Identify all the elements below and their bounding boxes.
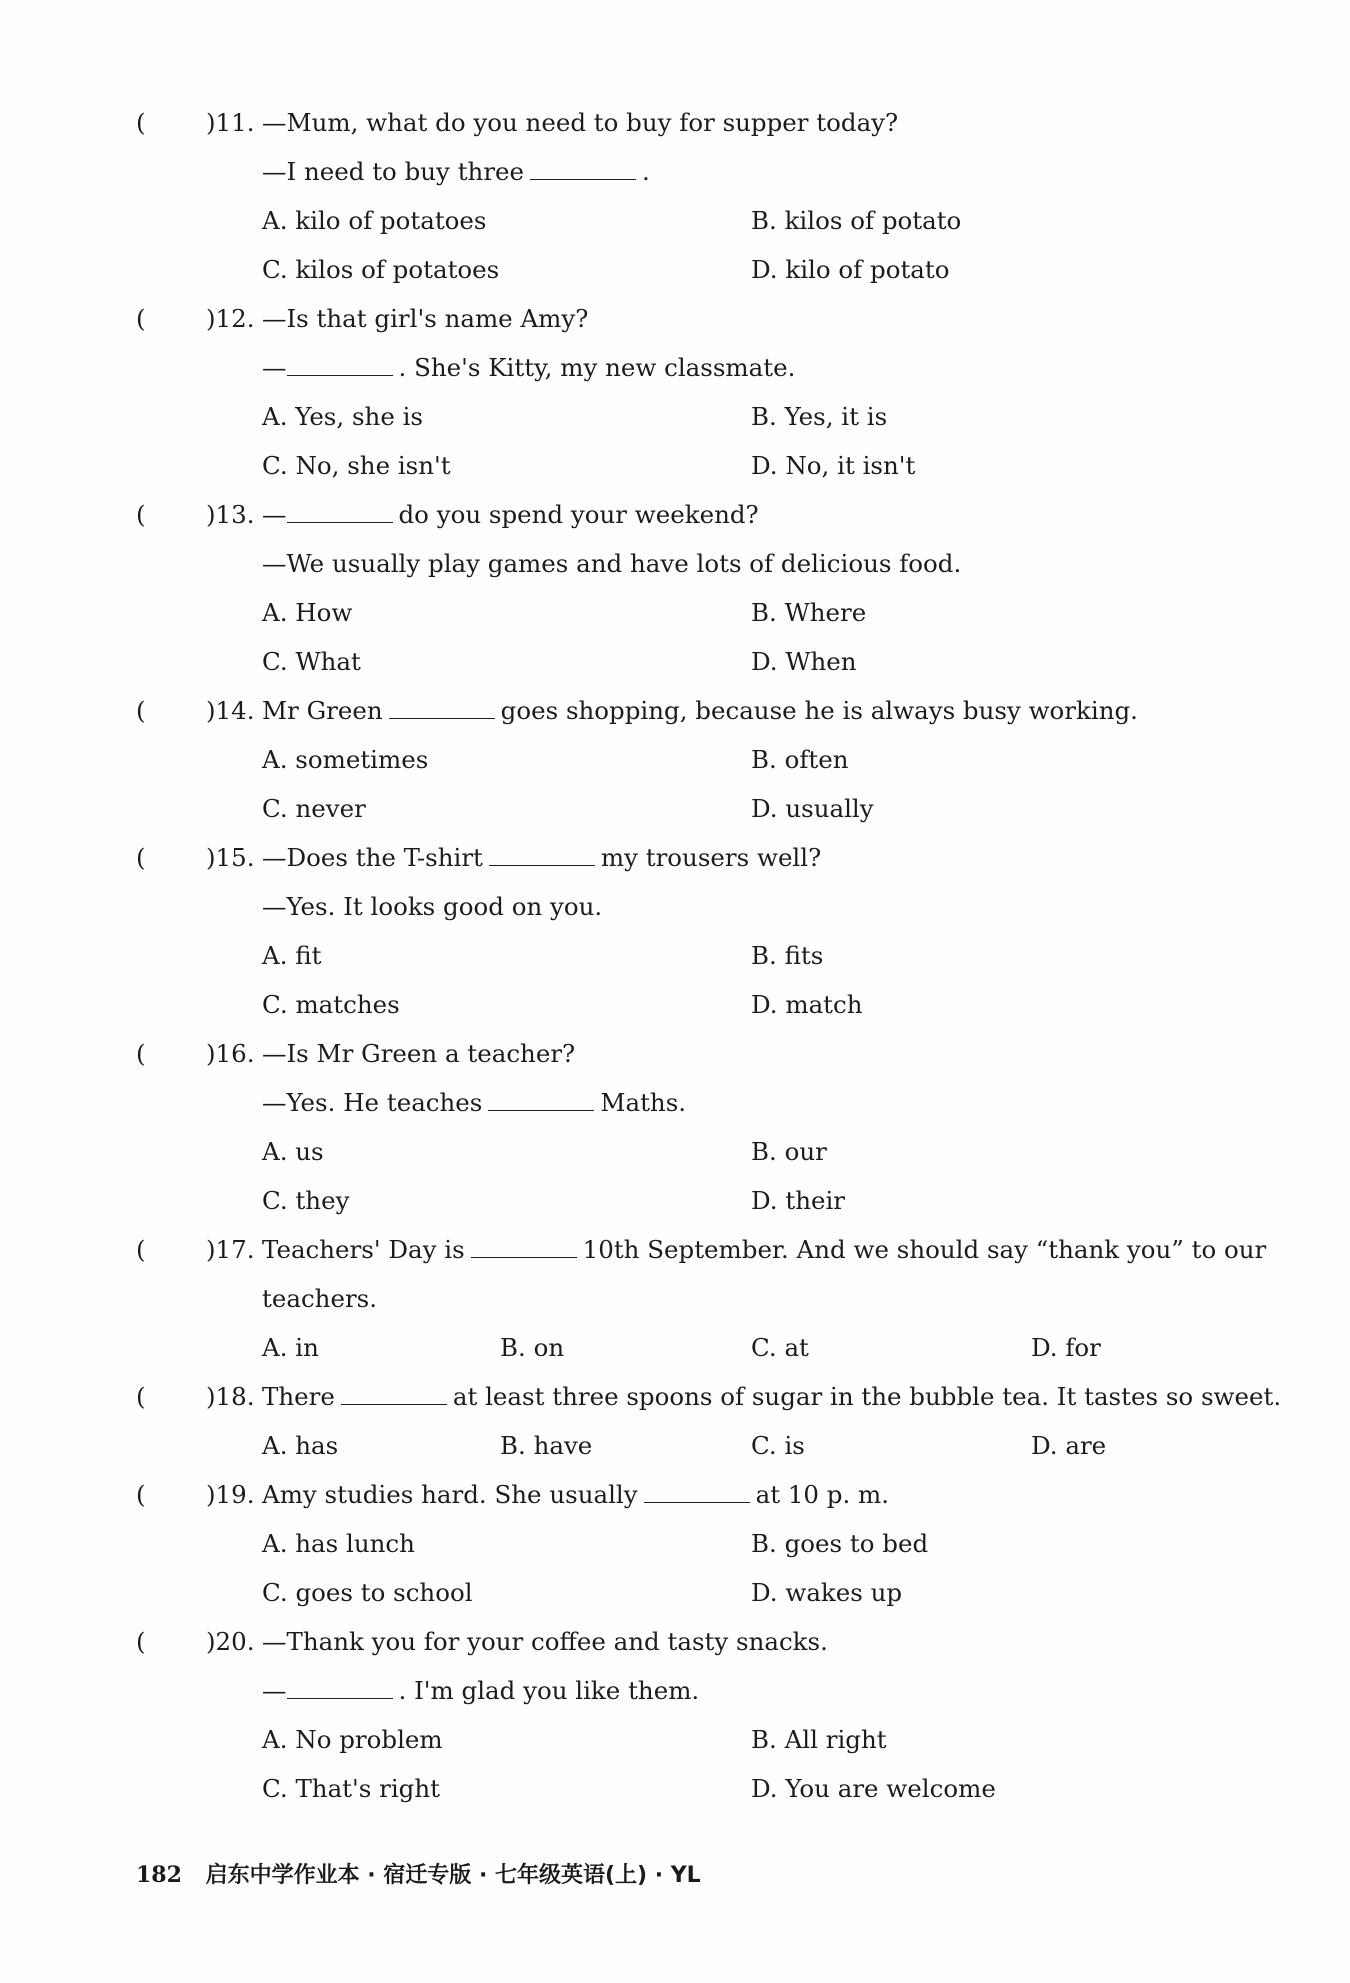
option-c: C. No, she isn't <box>262 451 451 480</box>
answer-blank <box>530 157 636 180</box>
question-15 <box>0 833 1350 1029</box>
question-stem <box>0 1225 1350 1274</box>
question-stem <box>0 490 1350 539</box>
page-footer <box>136 1858 701 1889</box>
question-stem <box>0 1029 1350 1078</box>
answer-blank <box>287 353 393 376</box>
text-segment: do you spend your weekend? <box>398 500 759 529</box>
text-segment: teachers. <box>262 1284 378 1313</box>
option-d: D. wakes up <box>751 1578 903 1607</box>
text-segment: Teachers' Day is <box>262 1235 465 1264</box>
text-segment: —Does the T-shirt <box>262 843 483 872</box>
options-row <box>0 588 1350 637</box>
question-stem <box>0 833 1350 882</box>
option-d: D. When <box>751 647 857 676</box>
option-b: B. our <box>751 1137 827 1166</box>
question-text <box>262 882 602 931</box>
answer-bracket: ( <box>136 843 146 872</box>
text-segment: Amy studies hard. She usually <box>262 1480 638 1509</box>
question-line <box>0 343 1350 392</box>
text-segment: goes shopping, because he is always busy working. <box>500 696 1138 725</box>
option-b: B. kilos of potato <box>751 206 962 235</box>
question-text <box>262 1078 686 1127</box>
option-d: D. match <box>751 990 863 1019</box>
options-row <box>0 196 1350 245</box>
text-segment: . I'm glad you like them. <box>398 1676 700 1705</box>
question-13 <box>0 490 1350 686</box>
text-segment: There <box>262 1382 335 1411</box>
option-c: C. What <box>262 647 361 676</box>
option-a: A. has lunch <box>262 1529 415 1558</box>
option-a: A. kilo of potatoes <box>262 206 487 235</box>
option-b: B. Where <box>751 598 867 627</box>
text-segment: —Is Mr Green a teacher? <box>262 1039 576 1068</box>
question-line <box>0 882 1350 931</box>
question-number: )16. <box>206 1039 255 1068</box>
question-number: )13. <box>206 500 255 529</box>
options-row <box>0 1127 1350 1176</box>
answer-bracket: ( <box>136 1382 146 1411</box>
option-a: A. sometimes <box>262 745 429 774</box>
option-c: C. kilos of potatoes <box>262 255 500 284</box>
text-segment: —Is that girl's name Amy? <box>262 304 589 333</box>
answer-bracket: ( <box>136 1039 146 1068</box>
options-row <box>0 784 1350 833</box>
text-segment: —Mum, what do you need to buy for supper today? <box>262 108 899 137</box>
options-row <box>0 441 1350 490</box>
text-segment: — <box>262 500 287 529</box>
option-a: A. How <box>262 598 353 627</box>
option-d: D. their <box>751 1186 846 1215</box>
question-text <box>262 539 961 588</box>
option-b: B. All right <box>751 1725 887 1754</box>
question-text <box>262 1372 1281 1421</box>
answer-bracket: ( <box>136 1480 146 1509</box>
option-a: A. Yes, she is <box>262 402 424 431</box>
options-row <box>0 735 1350 784</box>
text-segment: Maths. <box>600 1088 687 1117</box>
question-number: )12. <box>206 304 255 333</box>
question-line <box>0 1274 1350 1323</box>
option-c: C. matches <box>262 990 400 1019</box>
answer-blank <box>341 1382 447 1405</box>
question-text <box>262 1029 575 1078</box>
question-number: )15. <box>206 843 255 872</box>
option-a: A. No problem <box>262 1725 443 1754</box>
option-c: C. goes to school <box>262 1578 473 1607</box>
text-segment: —I need to buy three <box>262 157 525 186</box>
option-b: B. on <box>500 1333 565 1362</box>
question-number: )19. <box>206 1480 255 1509</box>
options-row <box>0 1715 1350 1764</box>
page-number: 182 <box>136 1862 182 1888</box>
option-b: B. often <box>751 745 849 774</box>
question-20 <box>0 1617 1350 1813</box>
question-line <box>0 539 1350 588</box>
question-text <box>262 1225 1266 1274</box>
option-a: A. us <box>262 1137 324 1166</box>
answer-blank <box>287 1676 393 1699</box>
text-segment: —Yes. It looks good on you. <box>262 892 603 921</box>
question-16 <box>0 1029 1350 1225</box>
option-c: C. never <box>262 794 366 823</box>
text-segment: —Thank you for your coffee and tasty snacks. <box>262 1627 828 1656</box>
question-number: )11. <box>206 108 255 137</box>
options-row <box>0 245 1350 294</box>
question-19 <box>0 1470 1350 1617</box>
question-18 <box>0 1372 1350 1470</box>
answer-blank <box>489 843 595 866</box>
answer-bracket: ( <box>136 108 146 137</box>
option-a: A. has <box>262 1431 339 1460</box>
answer-blank <box>488 1088 594 1111</box>
question-stem <box>0 1470 1350 1519</box>
text-segment: — <box>262 1676 287 1705</box>
answer-bracket: ( <box>136 500 146 529</box>
text-segment: . <box>642 157 650 186</box>
option-d: D. You are welcome <box>751 1774 996 1803</box>
book-title: 启东中学作业本 · 宿迁专版 · 七年级英语(上) · YL <box>205 1863 701 1888</box>
question-text <box>262 1470 889 1519</box>
option-a: A. fit <box>262 941 322 970</box>
text-segment: at least three spoons of sugar in the bubble tea. It tastes so sweet. <box>452 1382 1282 1411</box>
text-segment: 10th September. And we should say “thank you” to our <box>582 1235 1267 1264</box>
text-segment: Mr Green <box>262 696 383 725</box>
question-stem <box>0 1372 1350 1421</box>
option-c: C. That's right <box>262 1774 440 1803</box>
answer-blank <box>644 1480 750 1503</box>
question-17 <box>0 1225 1350 1372</box>
option-d: D. No, it isn't <box>751 451 916 480</box>
text-segment: my trousers well? <box>600 843 822 872</box>
question-text <box>262 343 795 392</box>
text-segment: —We usually play games and have lots of delicious food. <box>262 549 962 578</box>
options-row <box>0 637 1350 686</box>
answer-bracket: ( <box>136 304 146 333</box>
options-row <box>0 1421 1350 1470</box>
option-d: D. for <box>1031 1333 1101 1362</box>
option-b: B. fits <box>751 941 824 970</box>
question-text <box>262 147 650 196</box>
option-c: C. is <box>751 1431 805 1460</box>
answer-blank <box>287 500 393 523</box>
options-row <box>0 931 1350 980</box>
question-text <box>262 1274 377 1323</box>
options-row <box>0 1568 1350 1617</box>
answer-bracket: ( <box>136 1235 146 1264</box>
question-14 <box>0 686 1350 833</box>
text-segment: —Yes. He teaches <box>262 1088 483 1117</box>
answer-bracket: ( <box>136 696 146 725</box>
options-row <box>0 1519 1350 1568</box>
options-row <box>0 1323 1350 1372</box>
question-line <box>0 1078 1350 1127</box>
option-b: B. have <box>500 1431 593 1460</box>
question-number: )18. <box>206 1382 255 1411</box>
question-line <box>0 1666 1350 1715</box>
question-text <box>262 98 898 147</box>
options-row <box>0 1176 1350 1225</box>
question-text <box>262 490 759 539</box>
option-b: B. Yes, it is <box>751 402 888 431</box>
answer-bracket: ( <box>136 1627 146 1656</box>
question-text <box>262 833 821 882</box>
option-c: C. they <box>262 1186 350 1215</box>
option-a: A. in <box>262 1333 319 1362</box>
options-row <box>0 1764 1350 1813</box>
question-number: )20. <box>206 1627 255 1656</box>
question-number: )14. <box>206 696 255 725</box>
question-text <box>262 1666 699 1715</box>
question-stem <box>0 1617 1350 1666</box>
question-text <box>262 294 588 343</box>
question-text <box>262 686 1138 735</box>
options-row <box>0 980 1350 1029</box>
question-number: )17. <box>206 1235 255 1264</box>
text-segment: . She's Kitty, my new classmate. <box>398 353 796 382</box>
question-stem <box>0 98 1350 147</box>
text-segment: — <box>262 353 287 382</box>
option-d: D. usually <box>751 794 874 823</box>
answer-blank <box>389 696 495 719</box>
options-row <box>0 392 1350 441</box>
question-stem <box>0 294 1350 343</box>
question-stem <box>0 686 1350 735</box>
option-c: C. at <box>751 1333 809 1362</box>
question-text <box>262 1617 828 1666</box>
question-line <box>0 147 1350 196</box>
text-segment: at 10 p. m. <box>755 1480 890 1509</box>
option-d: D. kilo of potato <box>751 255 950 284</box>
option-d: D. are <box>1031 1431 1107 1460</box>
option-b: B. goes to bed <box>751 1529 929 1558</box>
question-11 <box>0 98 1350 294</box>
question-12 <box>0 294 1350 490</box>
answer-blank <box>471 1235 577 1258</box>
